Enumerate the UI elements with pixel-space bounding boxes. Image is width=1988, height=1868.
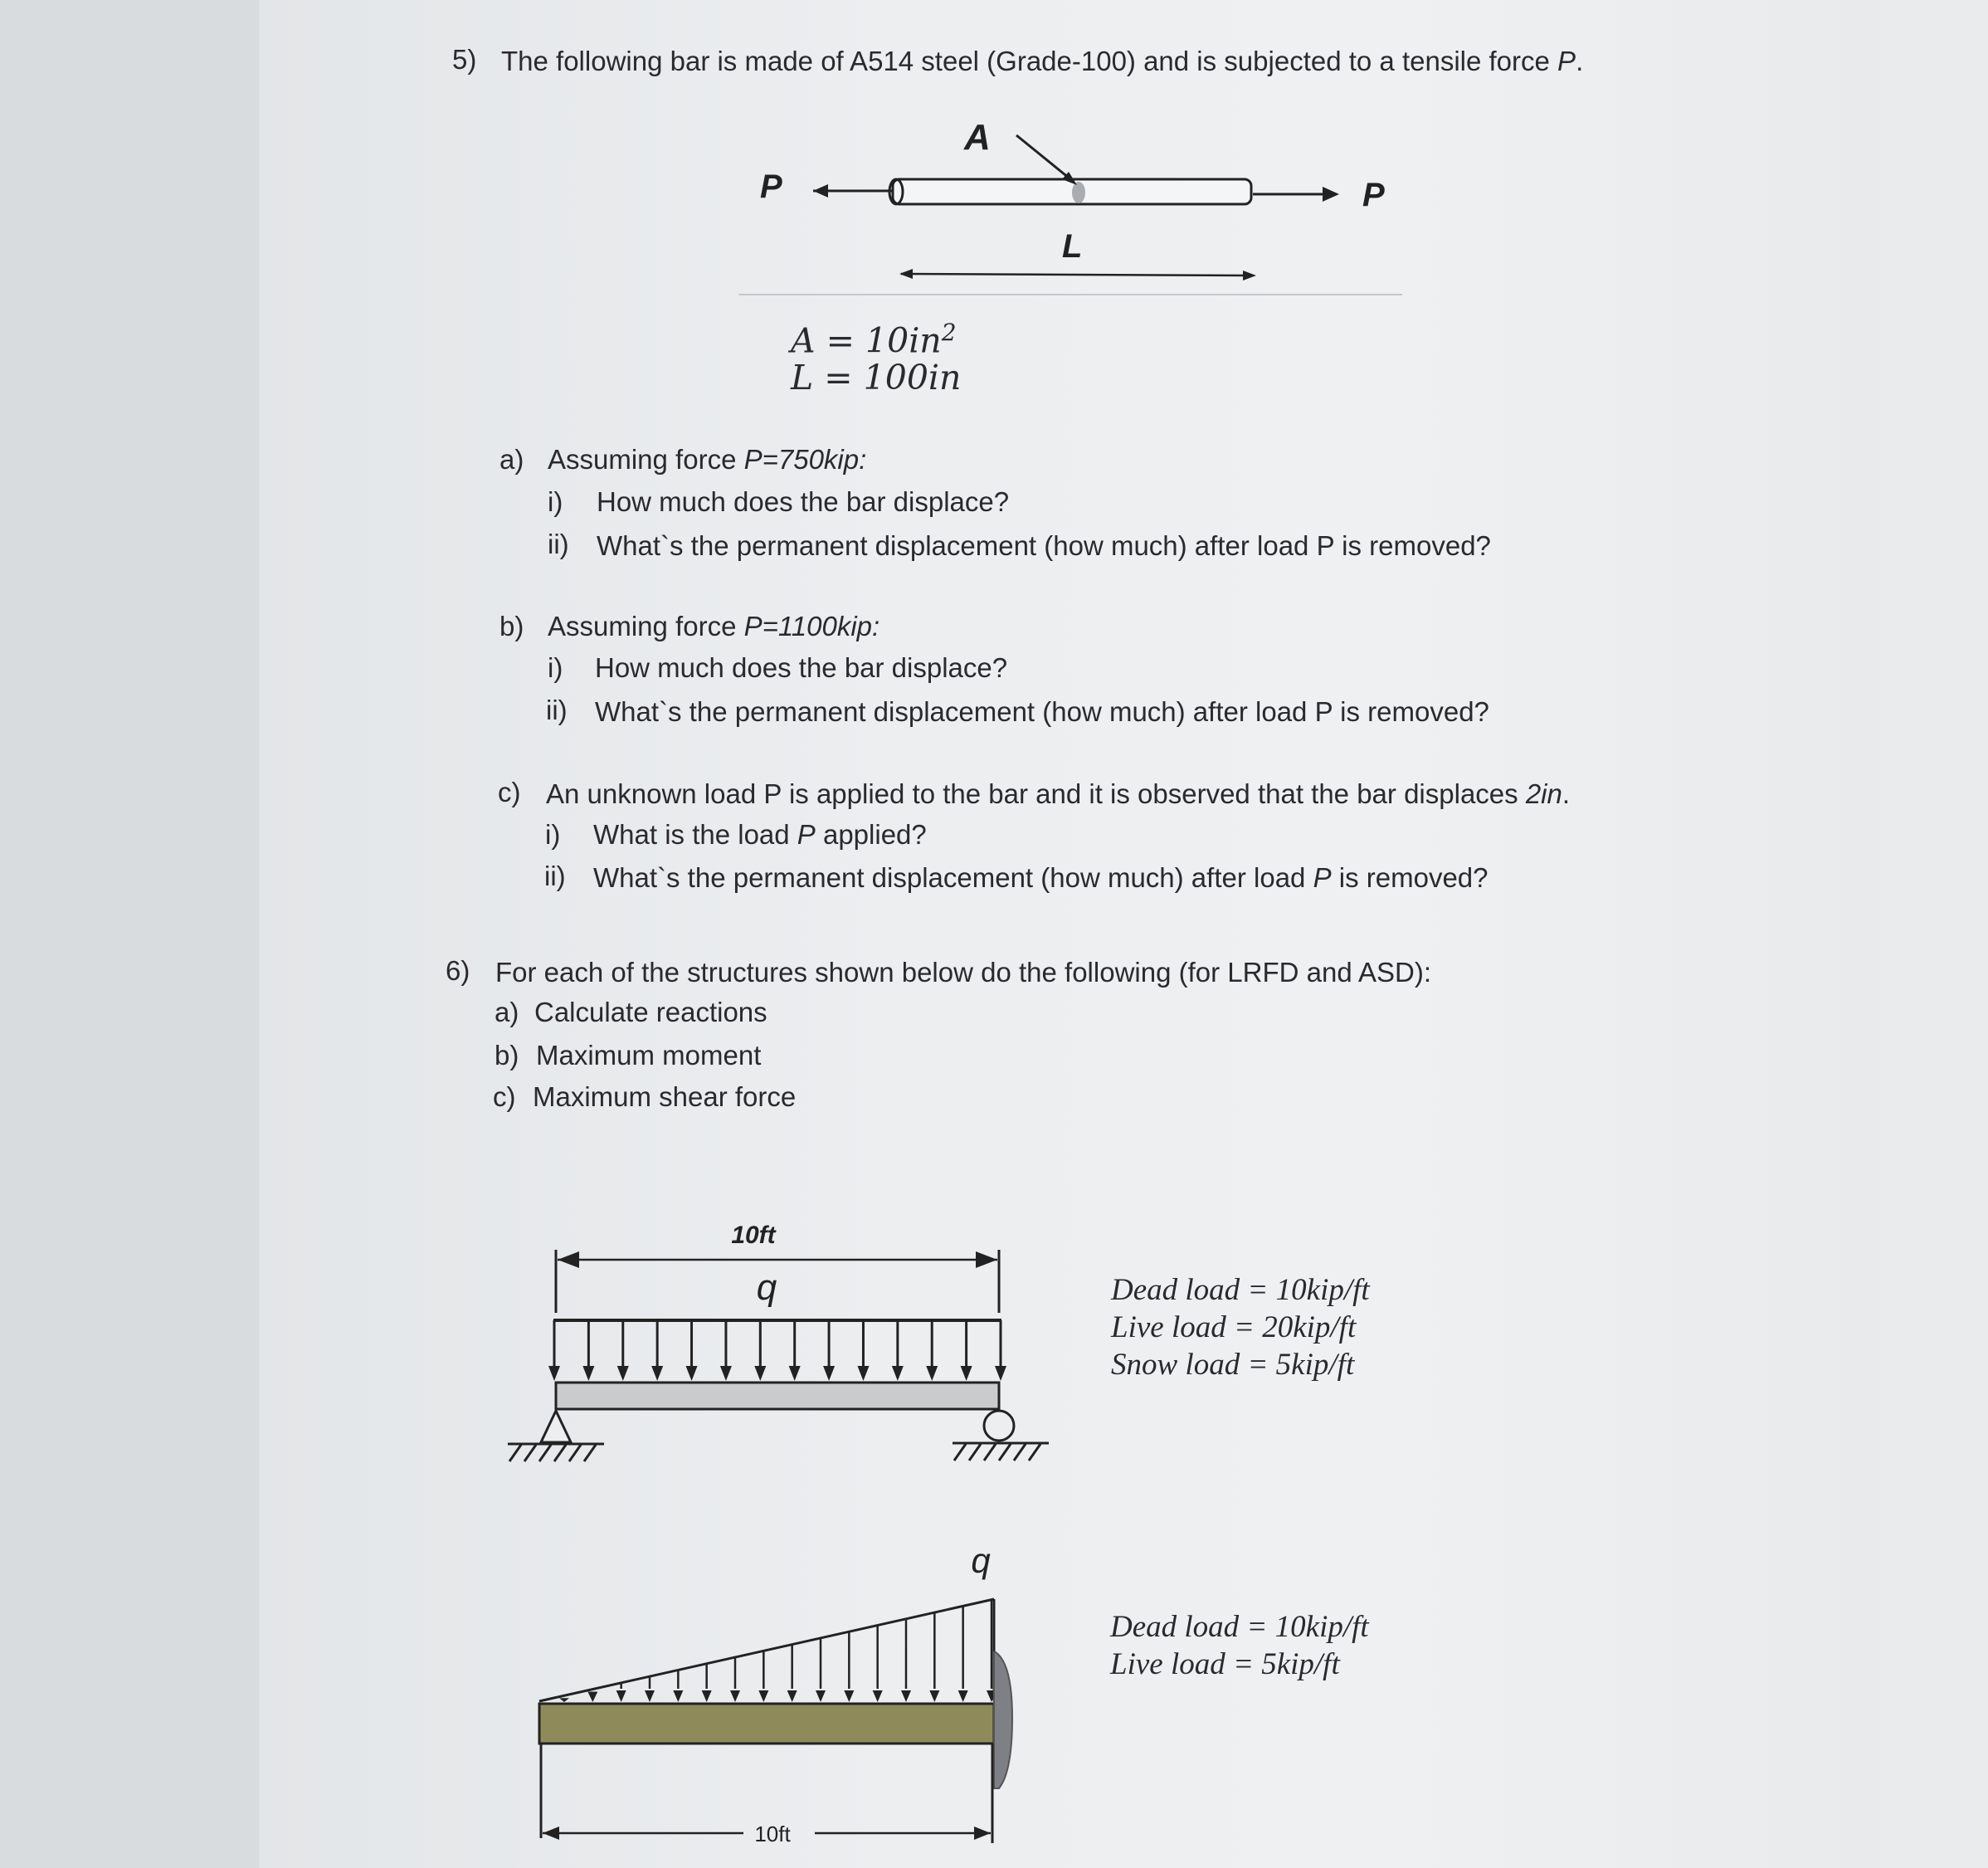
udl-arrow-head [582, 1366, 594, 1381]
q5c-prompt: An unknown load P is applied to the bar and it is observed that the bar displaces [546, 778, 1526, 809]
q5c-i-text [593, 818, 927, 851]
fixed-support-wall [994, 1652, 1012, 1788]
q5b-text [548, 610, 879, 643]
q5b-ii-text: What`s the permanent displacement (how much) after load P is removed? [595, 696, 1489, 727]
q5c-ii-label: ii) [544, 861, 566, 891]
a-pointer-arrow [1016, 135, 1074, 182]
q5c-i-a: What is the load [593, 819, 797, 850]
udl-arrow-head [961, 1366, 972, 1381]
p-left-label: P [760, 168, 782, 205]
l-label: L [1062, 228, 1083, 265]
pin-hatch-line [509, 1445, 521, 1461]
q5-number: 5) [452, 44, 477, 75]
structure2-span-label: 10ft [754, 1822, 791, 1846]
q5b-prompt: Assuming force [548, 611, 744, 641]
pin-support [541, 1411, 571, 1442]
q5a-i-label: i) [548, 486, 563, 517]
structure2-live-load: Live load = 5kip/ft [1110, 1647, 1340, 1681]
pin-hatch-line [584, 1445, 596, 1461]
q5-statement-end: . [1576, 46, 1584, 76]
q5a-label: a) [499, 444, 524, 475]
q5c-end: . [1562, 778, 1571, 809]
q6-statement: For each of the structures shown below do the following (for LRFD and ASD): [495, 957, 1432, 988]
q5c-ii-text [593, 861, 1489, 895]
pin-hatch-line [569, 1445, 581, 1461]
udl-arrow-head [754, 1366, 766, 1381]
background-edge [1881, 0, 1988, 1868]
udl-arrow-head [720, 1366, 732, 1381]
tri-arrow-head [901, 1690, 911, 1702]
tri-arrow-head [559, 1698, 569, 1702]
tri-arrow-head [645, 1690, 655, 1702]
structure1-dim-arrow-right [976, 1251, 997, 1268]
pin-hatch-line [554, 1445, 566, 1461]
q6c-label: c) [493, 1081, 516, 1112]
q5a-ii-label: ii) [548, 529, 569, 559]
q5c-ii-p: P [1313, 862, 1332, 893]
q6b-text: Maximum moment [536, 1040, 762, 1071]
roller-hatch-line [1014, 1444, 1026, 1461]
roller-hatch-line [1029, 1444, 1040, 1461]
q5b-label: b) [499, 611, 524, 641]
udl-arrow-head [926, 1366, 938, 1381]
structure2-load-line [539, 1599, 994, 1701]
q5c-text [546, 778, 1570, 811]
structure1-q-label: q [756, 1267, 777, 1308]
section-mark [1072, 182, 1085, 203]
structure1-beam [556, 1383, 999, 1409]
structure1-load-arrows [548, 1320, 1006, 1381]
q5c-i-b: applied? [815, 819, 927, 850]
udl-arrow-head [651, 1366, 663, 1381]
structure2-figure [514, 1539, 1045, 1868]
pin-hatch-line [524, 1445, 536, 1461]
tri-arrow-head [958, 1690, 968, 1702]
p-right-label: P [1362, 177, 1385, 213]
area-value: A = 10in [791, 320, 942, 361]
q5a-force: P=750kip: [743, 444, 867, 475]
structure1-span-label: 10ft [731, 1222, 776, 1249]
left-force-arrowhead [813, 184, 828, 198]
q5b-i-label: i) [548, 652, 563, 683]
q5c-i-label: i) [545, 819, 561, 850]
q5a-i-text: How much does the bar displace? [597, 486, 1010, 517]
roller-hatch-line [969, 1444, 981, 1461]
tri-arrow-head [929, 1690, 939, 1702]
a-label: A [964, 117, 991, 158]
structure2-dim-arrow-right [974, 1827, 991, 1840]
length-equation: L = 100in [791, 358, 962, 397]
tri-arrow-head [616, 1690, 626, 1702]
pin-hatch-line [539, 1445, 551, 1461]
udl-arrow-head [892, 1366, 904, 1381]
structure2-load-arrows [559, 1600, 996, 1702]
q5c-ii-b: is removed? [1331, 862, 1489, 893]
tri-arrow-head [873, 1690, 883, 1702]
q5a-prompt: Assuming force [548, 444, 744, 475]
tri-arrow-head [758, 1690, 768, 1702]
q5-statement-text: The following bar is made of A514 steel (Grade-100) and is subjected to a tensile force [501, 46, 1558, 76]
q5-statement-p: P [1557, 46, 1576, 76]
tri-arrow-head [816, 1690, 826, 1702]
pin-ground-hatch [509, 1445, 596, 1461]
structure2-q-label: q [971, 1541, 991, 1580]
tri-arrow-head [730, 1690, 740, 1702]
length-dimension-line [901, 274, 1253, 276]
udl-arrow-head [686, 1366, 698, 1381]
tri-arrow-head [844, 1690, 854, 1702]
udl-arrow-head [548, 1366, 560, 1381]
roller-support [984, 1411, 1014, 1441]
tri-arrow-head [673, 1690, 683, 1702]
q6a-text: Calculate reactions [534, 997, 767, 1027]
structure1-figure [498, 1212, 1062, 1477]
q5c-ii-a: What`s the permanent displacement (how much) after load [593, 862, 1313, 893]
roller-ground-hatch [954, 1444, 1040, 1461]
q5c-label: c) [498, 777, 521, 807]
area-exponent: 2 [941, 319, 957, 346]
area-equation [791, 314, 957, 360]
structure2-dead-load: Dead load = 10kip/ft [1110, 1610, 1369, 1644]
structure1-snow-load: Snow load = 5kip/ft [1111, 1348, 1355, 1382]
roller-hatch-line [999, 1444, 1011, 1461]
roller-hatch-line [984, 1444, 996, 1461]
udl-arrow-head [823, 1366, 835, 1381]
length-arrowhead-left [899, 269, 913, 279]
structure2-dim-arrow-left [543, 1827, 559, 1840]
q6-number: 6) [446, 955, 470, 986]
q5c-disp: 2in [1525, 778, 1562, 809]
udl-arrow-head [995, 1366, 1006, 1381]
q5c-i-p: P [797, 819, 816, 850]
structure1-dead-load: Dead load = 10kip/ft [1111, 1273, 1370, 1307]
q6b-label: b) [495, 1040, 519, 1071]
tri-arrow-head [587, 1692, 597, 1702]
structure2-beam [539, 1704, 994, 1744]
roller-hatch-line [954, 1444, 966, 1461]
q6a-label: a) [495, 997, 519, 1027]
q6c-text: Maximum shear force [533, 1081, 797, 1112]
udl-arrow-head [857, 1366, 869, 1381]
right-force-arrowhead [1323, 187, 1339, 202]
structure1-dim-arrow-left [558, 1251, 579, 1268]
q5b-force: P=1100kip: [743, 611, 880, 641]
q5a-text [548, 443, 866, 476]
udl-arrow-head [617, 1366, 629, 1381]
structure1-live-load: Live load = 20kip/ft [1111, 1310, 1357, 1344]
tri-arrow-head [787, 1690, 797, 1702]
tri-arrow-head [702, 1690, 712, 1702]
length-arrowhead-right [1243, 271, 1256, 280]
q5b-ii-label: ii) [546, 695, 568, 725]
q5-statement [501, 45, 1583, 78]
q5a-ii-text: What`s the permanent displacement (how much) after load P is removed? [597, 530, 1491, 561]
bar-figure [730, 108, 1411, 307]
q5b-i-text: How much does the bar displace? [595, 652, 1008, 683]
udl-arrow-head [789, 1366, 801, 1381]
